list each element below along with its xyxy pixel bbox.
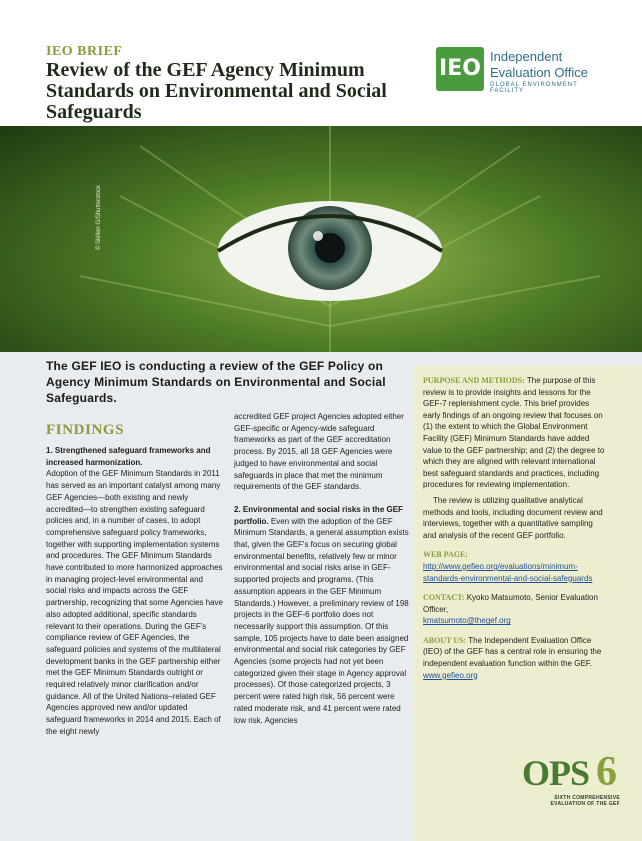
ops-logo-subtitle: SIXTH COMPREHENSIVE EVALUATION OF THE GEF xyxy=(550,795,620,807)
web-page-label: WEB PAGE: xyxy=(423,550,468,560)
brief-kicker: IEO BRIEF xyxy=(46,44,123,59)
contact-body: Kyoko Matsumoto, Senior Evaluation Officer, xyxy=(423,593,598,614)
ieo-logo xyxy=(436,47,611,95)
logo-line-3: GLOBAL ENVIRONMENT FACILITY xyxy=(490,82,578,94)
contact-email-link[interactable]: kmatsumoto@thegef.org xyxy=(423,616,511,626)
purpose-label: PURPOSE AND METHODS: xyxy=(423,376,525,385)
page-title: Review of the GEF Agency Minimum Standards on Environmental and Social Safeguards xyxy=(46,59,387,123)
sidebar-content xyxy=(423,375,606,685)
findings-column-1 xyxy=(46,445,224,738)
findings-heading: FINDINGS xyxy=(46,422,125,438)
ops-logo-text: OPS xyxy=(522,753,590,793)
about-body: The Independent Evaluation Office (IEO) of the GEF has a central role in ensuring the independent evaluation function within the GEF. xyxy=(423,635,602,669)
finding-1-body: Adoption of the GEF Minimum Standards in 2011 has served as an important catalyst among many GEF Agencies—both existing and newly accredited—to strengthen existing safeguard policies and, in a number of cases, to adopt comprehensive safeguard policy frameworks, together with supporting implementation systems and procedures. The GEF Minimum Standards have contributed to more harmonized approaches in managing project-level environmental and social risks and impacts across the GEF partnership, recognizing that some Agencies have also adopted additional, specific standards relevant to their operations. During the GEF's compliance review of GEF Agencies, the safeguard policies and systems of the multilateral development banks in the GEF partnership either met the GEF Minimum Standards outright or required relatively minor clarification and/or guidance. All of the United Nations–related GEF Agencies approved new and/or updated safeguard frameworks in 2014 and 2015. Each of the eight newly xyxy=(46,469,223,736)
contact-label: CONTACT: xyxy=(423,593,465,603)
ieo-logo-mark: IEO xyxy=(436,47,484,91)
purpose-body: The purpose of this review is to provide insights and lessons for the GEF-7 replenishment cycle. This brief provides early findings of an ongoing review that focuses on (1) the extent to which the Global Environment Facility (GEF) Minimum Standards have added value to the GEF partnership; and (2) the degree to which they are aligned with relevant international best safeguard standards and practices, including procedures for reviewing implementation. xyxy=(423,376,605,490)
about-link[interactable]: www.gefieo.org xyxy=(423,670,478,680)
header xyxy=(0,0,642,130)
logo-line-2: Evaluation Office xyxy=(490,65,589,80)
finding-2-body: Even with the adoption of the GEF Minimum Standards, a general assumption exists that, given the GEF's focus on securing global environmental benefits, relatively few or minor environmental and social risks arise in GEF-supported projects and programs. (This assumption appears in the GEF Minimum Standards.) However, a preliminary review of 198 projects in the GEF-6 portfolio does not necessarily support this assumption. Of this sample, 105 projects have to date been assigned environmental and social risk categories by GEF Agencies (some projects had not yet been categorized given their stage in Agency approval processes). Of those categorized projects, 3 percent were rated high risk, 56 percent were rated moderate risk, and 41 percent were rated low risk. Agencies xyxy=(234,516,409,725)
eye-highlight xyxy=(313,231,323,241)
intro-statement: The GEF IEO is conducting a review of the GEF Policy on Agency Minimum Standards on Environmental and Social Safeguards. xyxy=(46,359,386,405)
photo-credit: © Skillen G/Shutterstock xyxy=(96,184,102,250)
findings-column-2 xyxy=(234,411,412,726)
web-page-link[interactable]: http://www.gefieo.org/evaluations/minimum-standards-environmental-and-social-safeguards xyxy=(423,561,593,583)
about-label: ABOUT US: xyxy=(423,635,467,645)
logo-line-1: Independent xyxy=(490,49,563,64)
finding-2-heading: 2. Environmental and social risks in the GEF portfolio. xyxy=(234,504,403,526)
ops-logo-number: 6 xyxy=(596,749,616,795)
finding-1-continued: accredited GEF project Agencies adopted either GEF-specific or Agency-wide safeguard frameworks as part of the GEF accreditation process. By 2015, all 18 GEF Agencies were judged to have environmental and social safeguards in place that met the minimum requirements of the GEF standards. xyxy=(234,412,404,492)
finding-1-heading: 1. Strengthened safeguard frameworks and increased harmonization. xyxy=(46,446,211,467)
purpose-body-2: The review is utilizing qualitative analytical methods and tools, including document review and interviews, together with a quantitative sampling and analysis of the recent GEF portfolio. xyxy=(423,495,603,540)
